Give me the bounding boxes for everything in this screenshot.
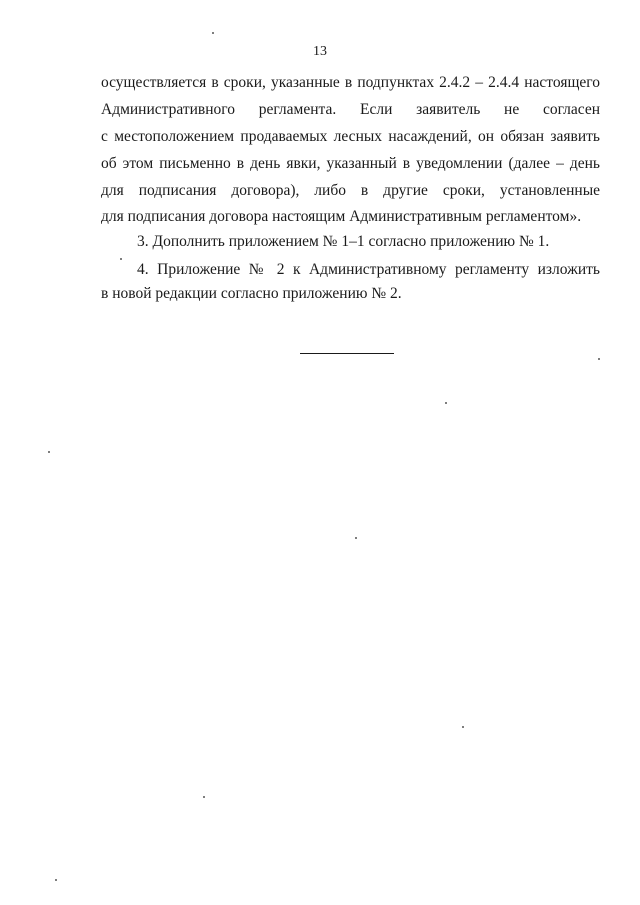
page-number: 13 <box>313 44 327 59</box>
text-line: об этом письменно в день явки, указанный в уведомлении (далее – день <box>101 155 600 172</box>
text-line: осуществляется в сроки, указанные в подпунктах 2.4.2 – 2.4.4 настоящего <box>101 74 600 91</box>
scan-speck <box>203 796 205 798</box>
scan-speck <box>355 537 357 539</box>
text-line: Административного регламента. Если заявитель не согласен <box>101 101 600 118</box>
text-line: для подписания договора настоящим Административным регламентом». <box>101 208 582 225</box>
text-line: для подписания договора), либо в другие сроки, установленные <box>101 182 600 199</box>
scan-speck <box>462 726 464 728</box>
text-line: 4. Приложение № 2 к Административному регламенту изложить <box>137 261 600 278</box>
scan-speck <box>212 32 214 34</box>
scan-speck <box>445 402 447 404</box>
text-line: с местоположением продаваемых лесных насаждений, он обязан заявить <box>101 128 600 145</box>
scan-speck <box>48 451 50 453</box>
scan-speck <box>120 258 122 260</box>
scan-speck <box>598 358 600 360</box>
text-line: в новой редакции согласно приложению № 2. <box>101 285 402 302</box>
paragraph-item-3: 3. Дополнить приложением № 1–1 согласно приложению № 1. <box>137 233 550 250</box>
end-divider <box>300 353 394 354</box>
scan-speck <box>55 879 57 881</box>
